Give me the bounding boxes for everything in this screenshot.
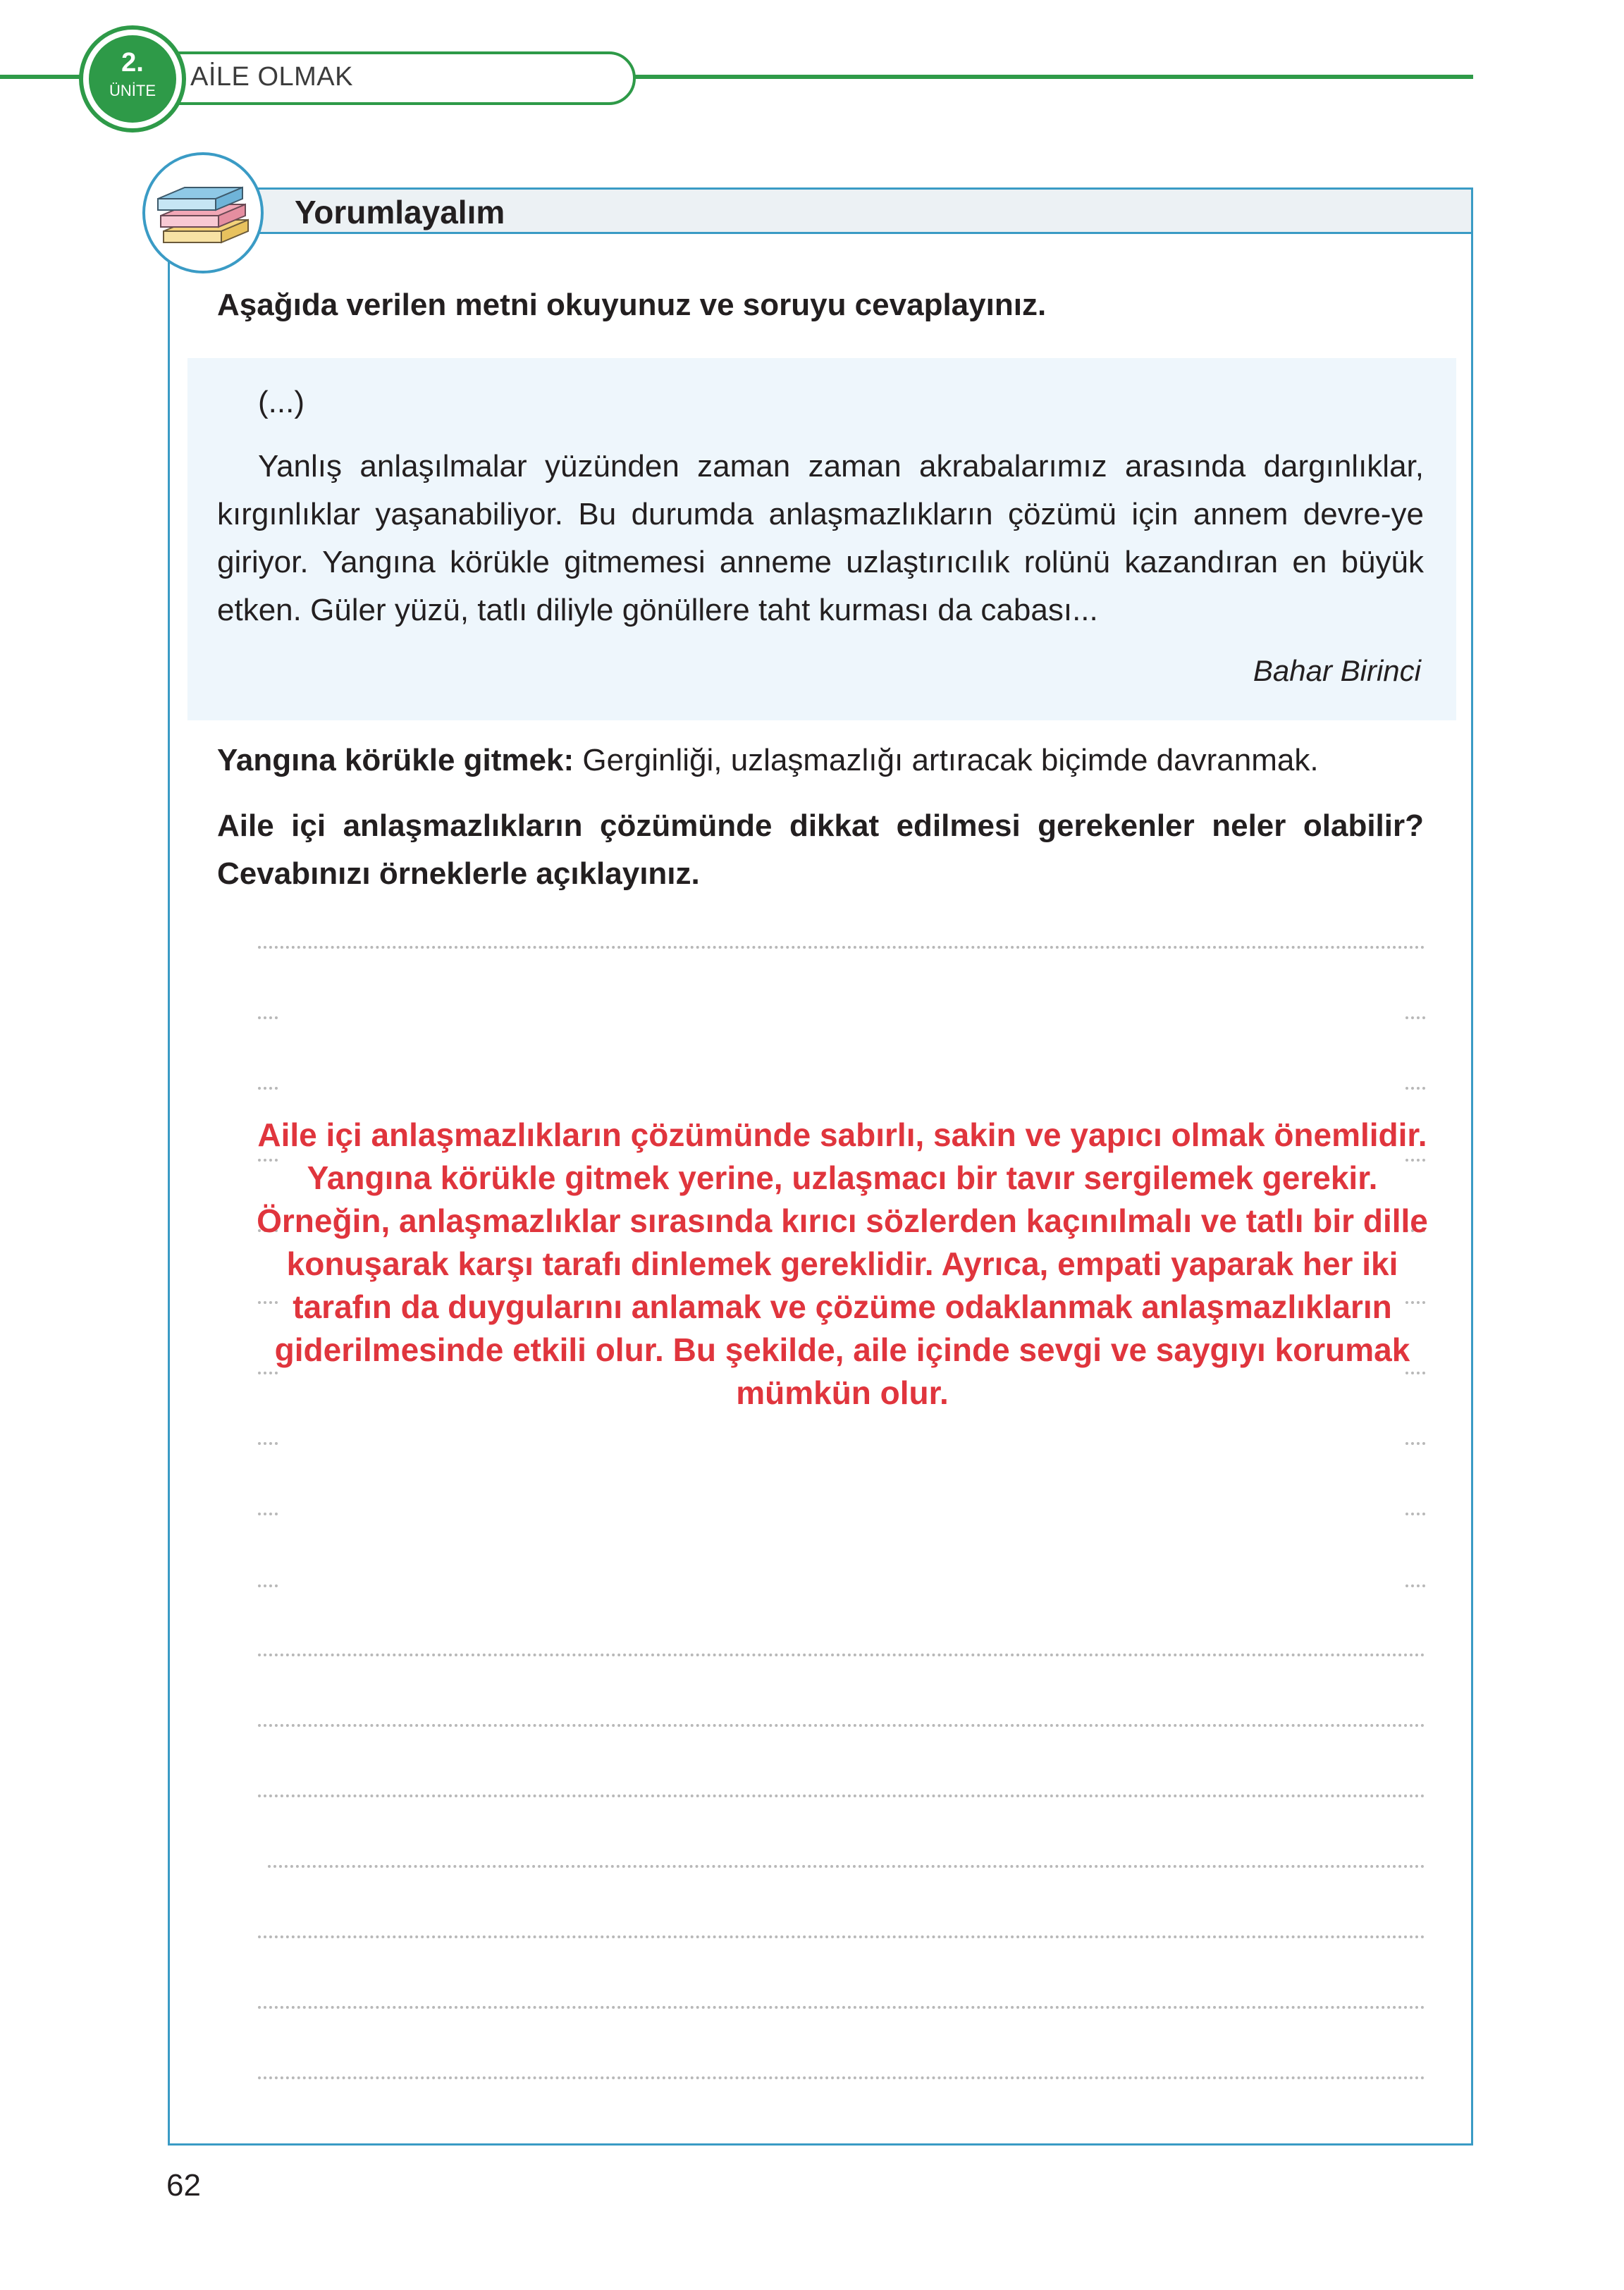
answer-line	[258, 1654, 1425, 1656]
unit-title: AİLE OLMAK	[190, 62, 353, 92]
answer-text: Aile içi anlaşmazlıkların çözümünde sabırlı, sakin ve yapıcı olmak önemlidir. Yangına körükle gitmek yerine, uzlaşmacı bir tavır sergilemek gerekir. Örneğin, anlaşmazlıklar sırasında kırıcı sözlerden kaçınılmalı ve tatlı bir dille konuşarak karşı tarafı dinlemek gereklidir. Ayrıca, empati yaparak her iki tarafın da duygularını anlamak ve çözüme odaklanmak anlaşmazlıkların giderilmesinde etkili olur. Bu şekilde, aile içinde sevgi ve saygıyı korumak mümkün olur.	[257, 1116, 1428, 1411]
definition-meaning: Gerginliği, uzlaşmazlığı artıracak biçimde davranmak.	[574, 743, 1319, 777]
definition-term: Yangına körükle gitmek:	[217, 743, 574, 777]
answer-line-right	[1405, 1584, 1425, 1587]
answer-line	[258, 1795, 1425, 1797]
answer-line-left	[258, 1584, 278, 1587]
answer-line	[258, 1724, 1425, 1727]
answer-line	[258, 1935, 1425, 1938]
answer-line-right	[1405, 1442, 1425, 1445]
answer-line-left	[258, 1442, 278, 1445]
section-title: Yorumlayalım	[295, 194, 505, 230]
quote-author: Bahar Birinci	[1253, 654, 1421, 687]
question: Aile içi anlaşmazlıkların çözümünde dikkat edilmesi gerekenler neler olabilir? Cevabınızı örneklerle açıklayınız.	[217, 808, 1424, 891]
unit-label: ÜNİTE	[109, 82, 156, 99]
instruction: Aşağıda verilen metni okuyunuz ve soruyu cevaplayınız.	[217, 288, 1047, 322]
answer-line	[258, 2006, 1425, 2009]
answer-line-right	[1405, 1087, 1425, 1090]
page-number: 62	[166, 2168, 201, 2203]
answer-line-left	[258, 1087, 278, 1090]
quote-ellipsis: (...)	[258, 385, 304, 419]
answer-line-left	[258, 1513, 278, 1515]
unit-badge	[89, 35, 176, 123]
quote-text: Yanlış anlaşılmalar yüzünden zaman zaman akrabalarımız arasında dargınlıklar, kırgınlıklar yaşanabiliyor. Bu durumda anlaşmazlıkların çözümü için annem devre-ye giriyor. Yangına körükle gitmemesi anneme uzlaştırıcılık rolünü kazandıran en büyük etken. Güler yüzü, tatlı diliyle gönüllere taht kurması da cabası...	[217, 449, 1424, 627]
answer-line	[258, 2076, 1425, 2079]
answer-line-right	[1405, 1016, 1425, 1019]
answer-line-right	[1405, 1513, 1425, 1515]
definition	[217, 743, 1319, 778]
books-icon	[151, 166, 255, 259]
answer-line-left	[258, 1016, 278, 1019]
answer-line	[258, 946, 1425, 949]
answer-line	[268, 1865, 1425, 1868]
unit-number: 2.	[121, 48, 144, 78]
